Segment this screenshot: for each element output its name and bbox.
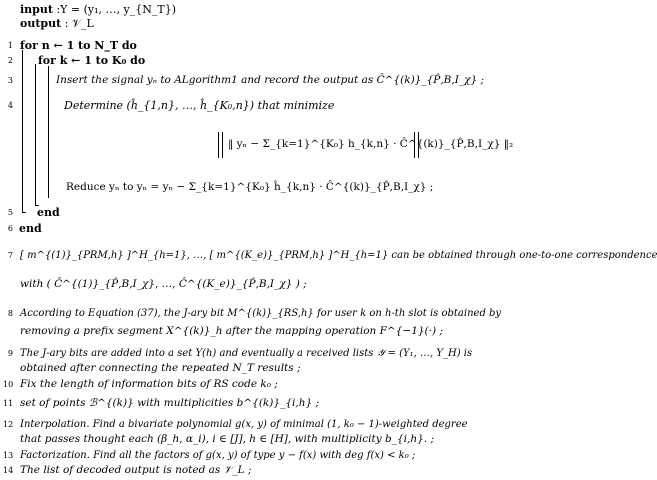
for-n-block-bar (22, 50, 23, 212)
line-number: 6 (7, 224, 13, 233)
line-number: 7 (7, 251, 13, 260)
line-text: The list of decoded output is noted as 𝒱_L ; (20, 464, 252, 476)
line-number: 1 (7, 41, 13, 50)
line-text: end (19, 222, 42, 235)
line-text: The J-ary bits are added into a set Y(h) and eventually a received lists 𝒴 = (Y₁, …, Y_H) is (20, 348, 473, 359)
for-k-block-bar (35, 64, 36, 205)
line-text: Factorization. Find all the factors of g(x, y) of type y − f(x) with deg f(x) < k₀ ; (20, 450, 416, 461)
norm-expression: ‖ yₙ − Σ_{k=1}^{K₀} h_{k,n} · Ĉ^{(k)}_{P̂,B,I_χ} ‖₂ (228, 138, 514, 150)
line-text: Reduce yₙ to yₙ = yₙ − Σ_{k=1}^{K₀} ĥ_{k,n} · Ĉ^{(k)}_{P̂,B,I_χ} ; (66, 181, 434, 193)
output-value: : 𝒱_L (64, 17, 94, 30)
input-value: :Y = (y₁, …, y_{N_T}) (56, 3, 176, 16)
line-text: According to Equation (37), the J-ary bit M^{(k)}_{RS,h} for user k on h-th slot is obtained by (20, 308, 502, 319)
line-number: 3 (7, 76, 13, 85)
line-number: 4 (7, 101, 13, 110)
line-number: 12 (3, 420, 14, 429)
line-text: obtained after connecting the repeated N_T results ; (20, 362, 301, 374)
line-text: for k ← 1 to K₀ do (38, 54, 146, 67)
line-text: set of points ℬ^{(k)} with multiplicities b^{(k)}_{i,h} ; (20, 397, 320, 409)
line-number: 9 (7, 349, 13, 358)
line-text: with ( Ĉ^{(1)}_{P̂,B,I_χ}, …, Ĉ^{(K_e)}_{P̂,B,I_χ} ) ; (20, 278, 307, 290)
line-text: removing a prefix segment X^{(k)}_h after the mapping operation F^{−1}(·) ; (20, 325, 443, 337)
input-label: input (20, 3, 53, 16)
body-block-bar (48, 66, 49, 198)
line-text: Interpolation. Find a bivariate polynomial g(x, y) of minimal (1, k₀ − 1)-weighted degree (20, 419, 468, 430)
input-line (20, 3, 176, 16)
for-n-block-tick (22, 212, 26, 213)
line-text: that passes thought each (β_h, α_i), i ∈ [J], h ∈ [H], with multiplicity b_{i,h}. ; (20, 433, 434, 445)
line-number: 5 (7, 208, 13, 217)
line-text: [ m^{(1)}_{PRM,h} ]^H_{h=1}, …, [ m^{(K_e)}_{PRM,h} ]^H_{h=1} can be obtained through one-to-one correspondence (20, 250, 657, 261)
line-text: for n ← 1 to N_T do (20, 39, 137, 52)
line-number: 2 (7, 56, 13, 65)
line-text: Determine (ĥ_{1,n}, …, ĥ_{K₀,n}) that minimize (64, 99, 335, 112)
minimization-norm (218, 132, 514, 158)
line-text: end (37, 206, 60, 219)
line-number: 14 (3, 466, 14, 475)
line-number: 11 (3, 399, 14, 408)
line-text: Fix the length of information bits of RS code k₀ ; (20, 378, 278, 390)
line-text: Insert the signal yₙ to ALgorithm1 and record the output as Ĉ^{(k)}_{P̂,B,I_χ} ; (56, 74, 485, 86)
output-label: output (20, 17, 62, 30)
line-number: 10 (3, 380, 14, 389)
line-number: 13 (3, 451, 14, 460)
norm-left-bar (218, 132, 223, 158)
line-number: 8 (7, 309, 13, 318)
output-line (20, 17, 94, 30)
